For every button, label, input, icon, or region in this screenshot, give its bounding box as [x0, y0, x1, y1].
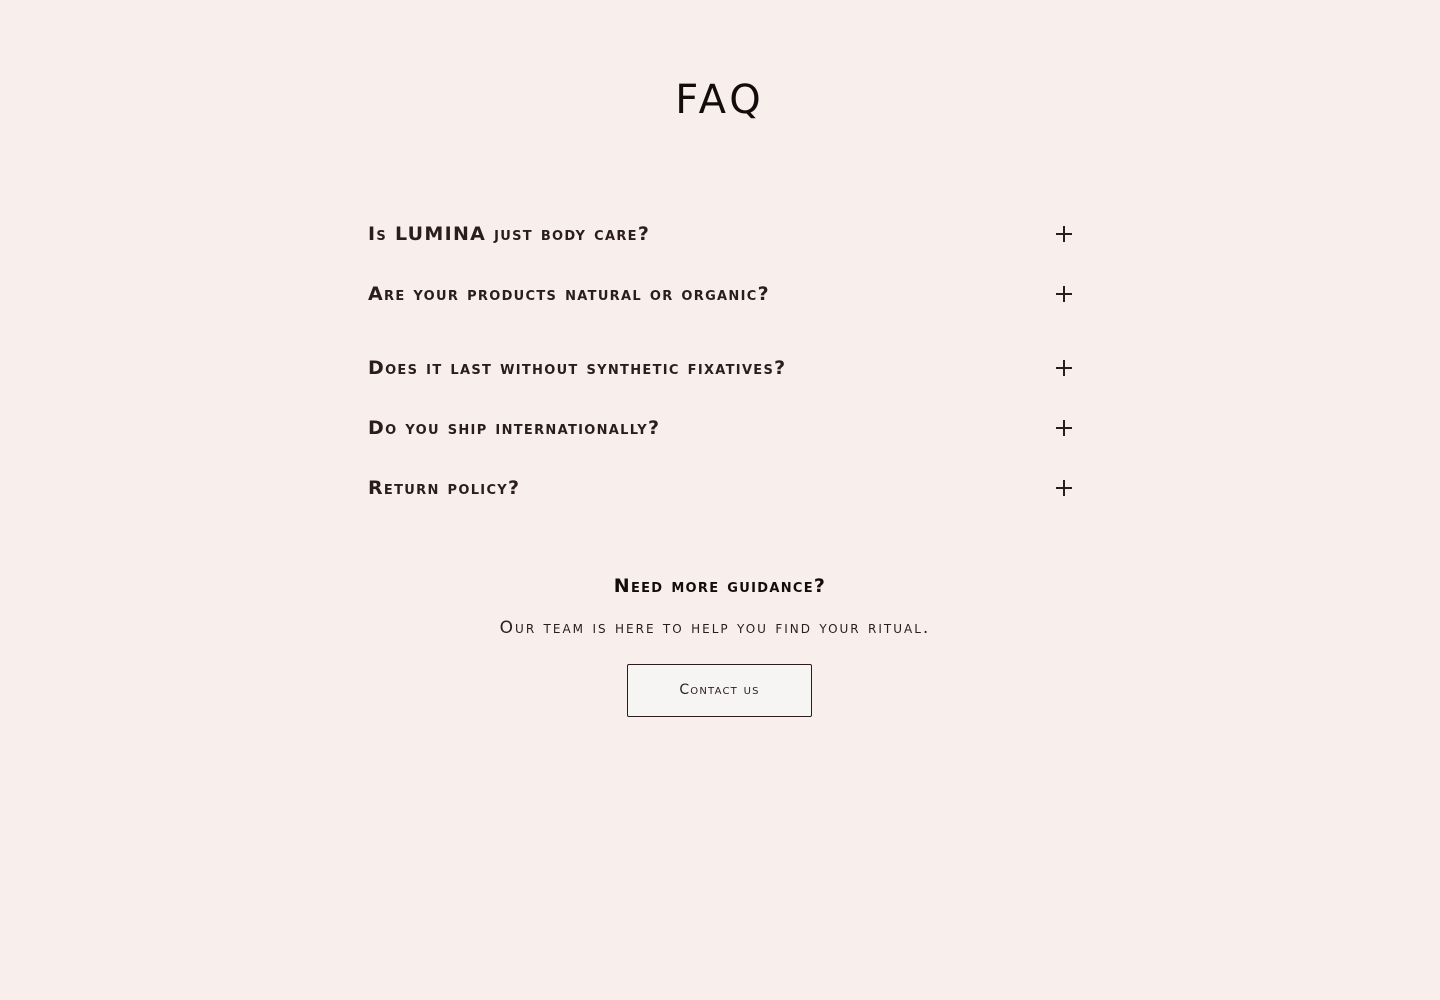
plus-icon[interactable] — [1056, 480, 1072, 496]
faq-question: Does it last without synthetic fixatives? — [368, 357, 787, 379]
faq-item-shipping[interactable] — [368, 398, 1074, 458]
faq-question: Do you ship internationally? — [368, 417, 661, 439]
guidance-text: Our team is here to help you find your ritual. — [499, 618, 931, 638]
faq-item-return-policy[interactable] — [368, 458, 1074, 518]
faq-item-natural-organic[interactable] — [368, 264, 1074, 324]
page-title: FAQ — [675, 77, 765, 123]
faq-question: Are your products natural or organic? — [368, 283, 770, 305]
guidance-title: Need more guidance? — [613, 575, 827, 597]
faq-question: Return policy? — [368, 477, 521, 499]
contact-us-button[interactable]: Contact us — [627, 664, 812, 717]
plus-icon[interactable] — [1056, 360, 1072, 376]
faq-item-fixatives[interactable] — [368, 338, 1074, 398]
faq-list — [368, 204, 1074, 518]
faq-question: Is LUMINA just body care? — [368, 223, 651, 245]
faq-item-body-care[interactable] — [368, 204, 1074, 264]
plus-icon[interactable] — [1056, 226, 1072, 242]
plus-icon[interactable] — [1056, 286, 1072, 302]
plus-icon[interactable] — [1056, 420, 1072, 436]
